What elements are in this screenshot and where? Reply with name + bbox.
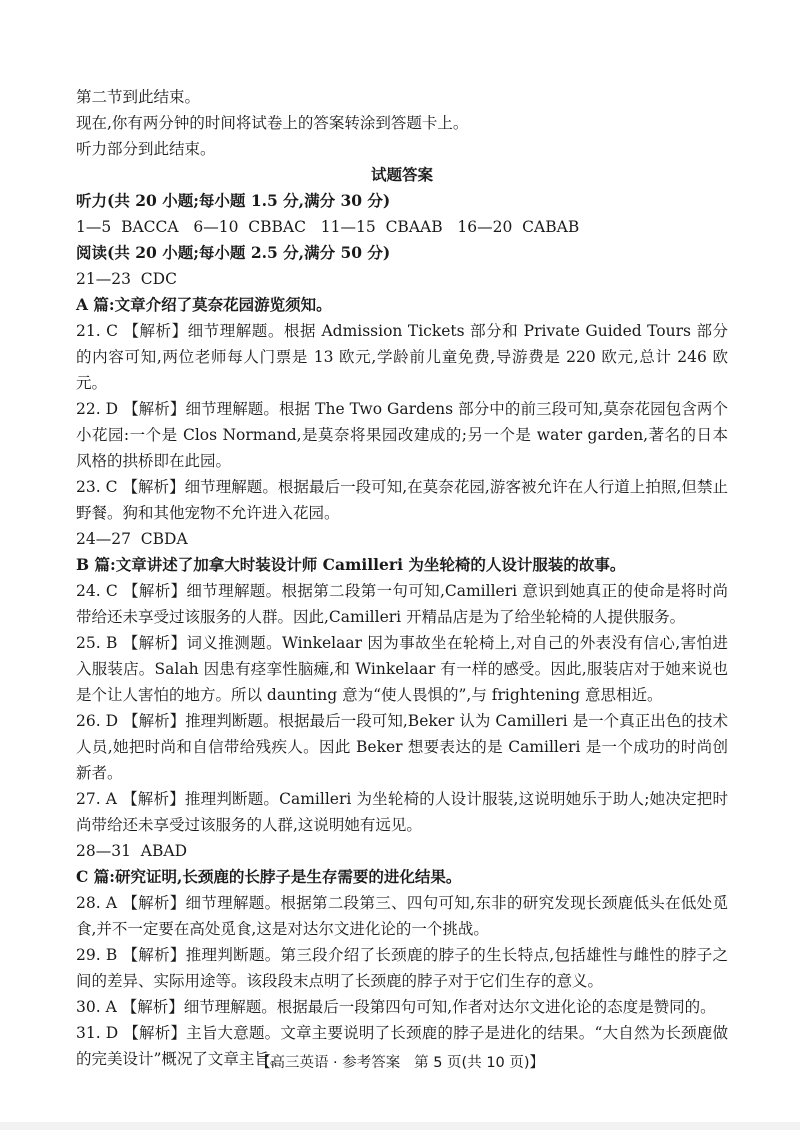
section-c-summary: C 篇:研究证明,长颈鹿的长脖子是生存需要的进化结果。: [76, 867, 462, 886]
answer-item-22: 22. D 【解析】细节理解题。根据 The Two Gardens 部分中的前三段可知,莫奈花园包含两个小花园:一个是 Clos Normand,是莫奈将果园改建成的;另一个是 water garden,著名的日本风格的拱桥即在此园。: [76, 400, 728, 470]
listening-answers: 1—5 BACCA 6—10 CBBAC 11—15 CBAAB 16—20 CABAB: [76, 218, 580, 236]
intro-line-3: 听力部分到此结束。: [76, 140, 216, 158]
answer-item-27: 27. A 【解析】推理判断题。Camilleri 为坐轮椅的人设计服装,这说明她乐于助人;她决定把时尚带给还未享受过该服务的人群,这说明她有远见。: [76, 790, 728, 834]
answer-item-31: 31. D 【解析】主旨大意题。文章主要说明了长颈鹿的脖子是进化的结果。“大自然为长颈鹿做的完美设计”概况了文章主旨。: [76, 1024, 728, 1068]
intro-line-2: 现在,你有两分钟的时间将试卷上的答案转涂到答题卡上。: [76, 114, 469, 132]
answer-item-26: 26. D 【解析】推理判断题。根据最后一段可知,Beker 认为 Camilleri 是一个真正出色的技术人员,她把时尚和自信带给残疾人。因此 Beker 想要表达的是 Camilleri 是一个成功的时尚创新者。: [76, 712, 728, 782]
page-content: [76, 84, 728, 1072]
answer-item-29: 29. B 【解析】推理判断题。第三段介绍了长颈鹿的脖子的生长特点,包括雄性与雌性的脖子之间的差异、实际用途等。该段段末点明了长颈鹿的脖子对于它们生存的意义。: [76, 946, 728, 990]
section-a-range: 21—23 CDC: [76, 270, 177, 288]
intro-line-1: 第二节到此结束。: [76, 88, 201, 106]
reading-heading: 阅读(共 20 小题;每小题 2.5 分,满分 50 分): [76, 243, 391, 262]
page-footer: 【高三英语 · 参考答案 第 5 页(共 10 页)】: [255, 1055, 545, 1071]
answer-item-23: 23. C 【解析】细节理解题。根据最后一段可知,在莫奈花园,游客被允许在人行道上拍照,但禁止野餐。狗和其他宠物不允许进入花园。: [76, 478, 728, 522]
section-a-summary: A 篇:文章介绍了莫奈花园游览须知。: [76, 295, 332, 314]
answer-item-30: 30. A 【解析】细节理解题。根据最后一段第四句可知,作者对达尔文进化论的态度是赞同的。: [76, 998, 716, 1016]
section-b-summary: B 篇:文章讲述了加拿大时装设计师 Camilleri 为坐轮椅的人设计服装的故事。: [76, 555, 626, 574]
page-title: 试题答案: [370, 165, 433, 184]
answer-item-24: 24. C 【解析】细节理解题。根据第二段第一句可知,Camilleri 意识到她真正的使命是将时尚带给还未享受过该服务的人群。因此,Camilleri 开精品店是为了给坐轮椅的人提供服务。: [76, 582, 728, 626]
bottom-divider: [0, 1122, 800, 1130]
answer-item-28: 28. A 【解析】细节理解题。根据第二段第三、四句可知,东非的研究发现长颈鹿低头在低处觅食,并不一定要在高处觅食,这是对达尔文进化论的一个挑战。: [76, 894, 728, 938]
answer-item-25: 25. B 【解析】词义推测题。Winkelaar 因为事故坐在轮椅上,对自己的外表没有信心,害怕进入服装店。Salah 因患有痉挛性脑瘫,和 Winkelaar 有一样的感受。因此,服装店对于她来说也是个让人害怕的地方。所以 daunting 意为“使人畏惧的”,与 frightening 意思相近。: [76, 634, 728, 704]
section-b-range: 24—27 CBDA: [76, 530, 188, 548]
answer-item-21: 21. C 【解析】细节理解题。根据 Admission Tickets 部分和 Private Guided Tours 部分的内容可知,两位老师每人门票是 13 欧元,学龄前儿童免费,导游费是 220 欧元,总计 246 欧元。: [76, 322, 728, 392]
listening-heading: 听力(共 20 小题;每小题 1.5 分,满分 30 分): [76, 191, 391, 210]
section-c-range: 28—31 ABAD: [76, 842, 188, 860]
